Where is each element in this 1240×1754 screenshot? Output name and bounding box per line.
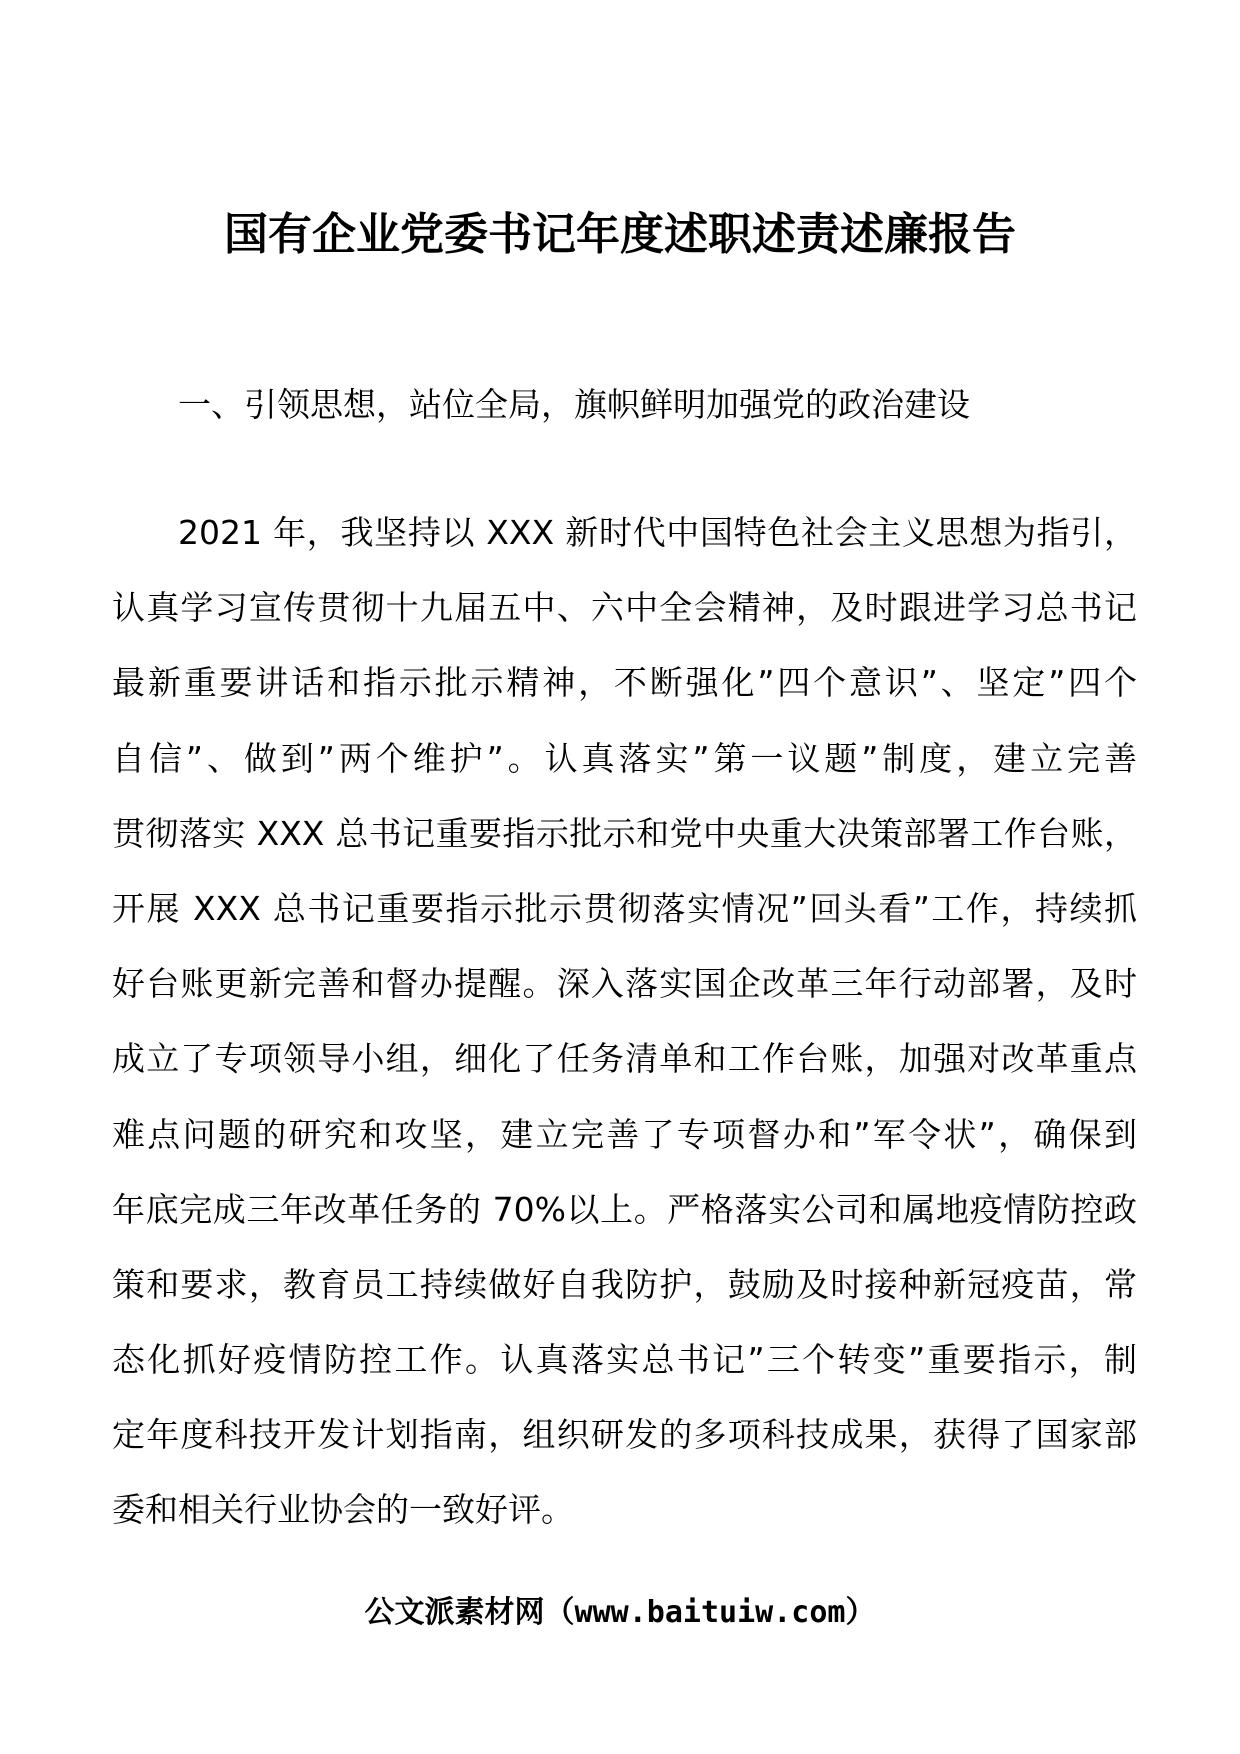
section-heading: 一、引领思想，站位全局，旗帜鲜明加强党的政治建设 [178,385,970,424]
document-title: 国有企业党委书记年度述职述责述廉报告 [224,209,1016,260]
footer-watermark [0,1588,1240,1638]
paragraph-line: 贯彻落实 XXX 总书记重要指示批示和党中央重大决策部署工作台账， [112,813,1137,853]
paragraph-line: 2021 年，我坚持以 XXX 新时代中国特色社会主义思想为指引， [178,513,1137,552]
body-paragraph [112,495,1137,1548]
paragraph-line: 开展 XXX 总书记重要指示批示贯彻落实情况”回头看”工作，持续抓 [112,888,1137,928]
paragraph-line: 难点问题的研究和攻坚，建立完善了专项督办和”军令状”，确保到 [112,1114,1137,1154]
footer-site-name: 公文派素材网 [364,1595,545,1630]
footer-url[interactable]: （www.baituiw.com） [544,1595,876,1630]
paragraph-line: 年底完成三年改革任务的 70%以上。严格落实公司和属地疫情防控政 [112,1189,1137,1229]
paragraph-line: 委和相关行业协会的一致好评。 [112,1490,574,1530]
paragraph-line: 成立了专项领导小组，细化了任务清单和工作台账，加强对改革重点 [112,1039,1137,1079]
paragraph-line: 自信”、做到”两个维护”。认真落实”第一议题”制度，建立完善 [112,738,1137,778]
paragraph-line: 策和要求，教育员工持续做好自我防护，鼓励及时接种新冠疫苗，常 [112,1264,1137,1304]
paragraph-line: 认真学习宣传贯彻十九届五中、六中全会精神，及时跟进学习总书记 [112,588,1137,628]
paragraph-line: 好台账更新完善和督办提醒。深入落实国企改革三年行动部署，及时 [112,964,1137,1004]
paragraph-line: 态化抓好疫情防控工作。认真落实总书记”三个转变”重要指示，制 [112,1340,1137,1380]
paragraph-line: 最新重要讲话和指示批示精神，不断强化”四个意识”、坚定”四个 [112,663,1137,703]
paragraph-line: 定年度科技开发计划指南，组织研发的多项科技成果，获得了国家部 [112,1415,1137,1455]
